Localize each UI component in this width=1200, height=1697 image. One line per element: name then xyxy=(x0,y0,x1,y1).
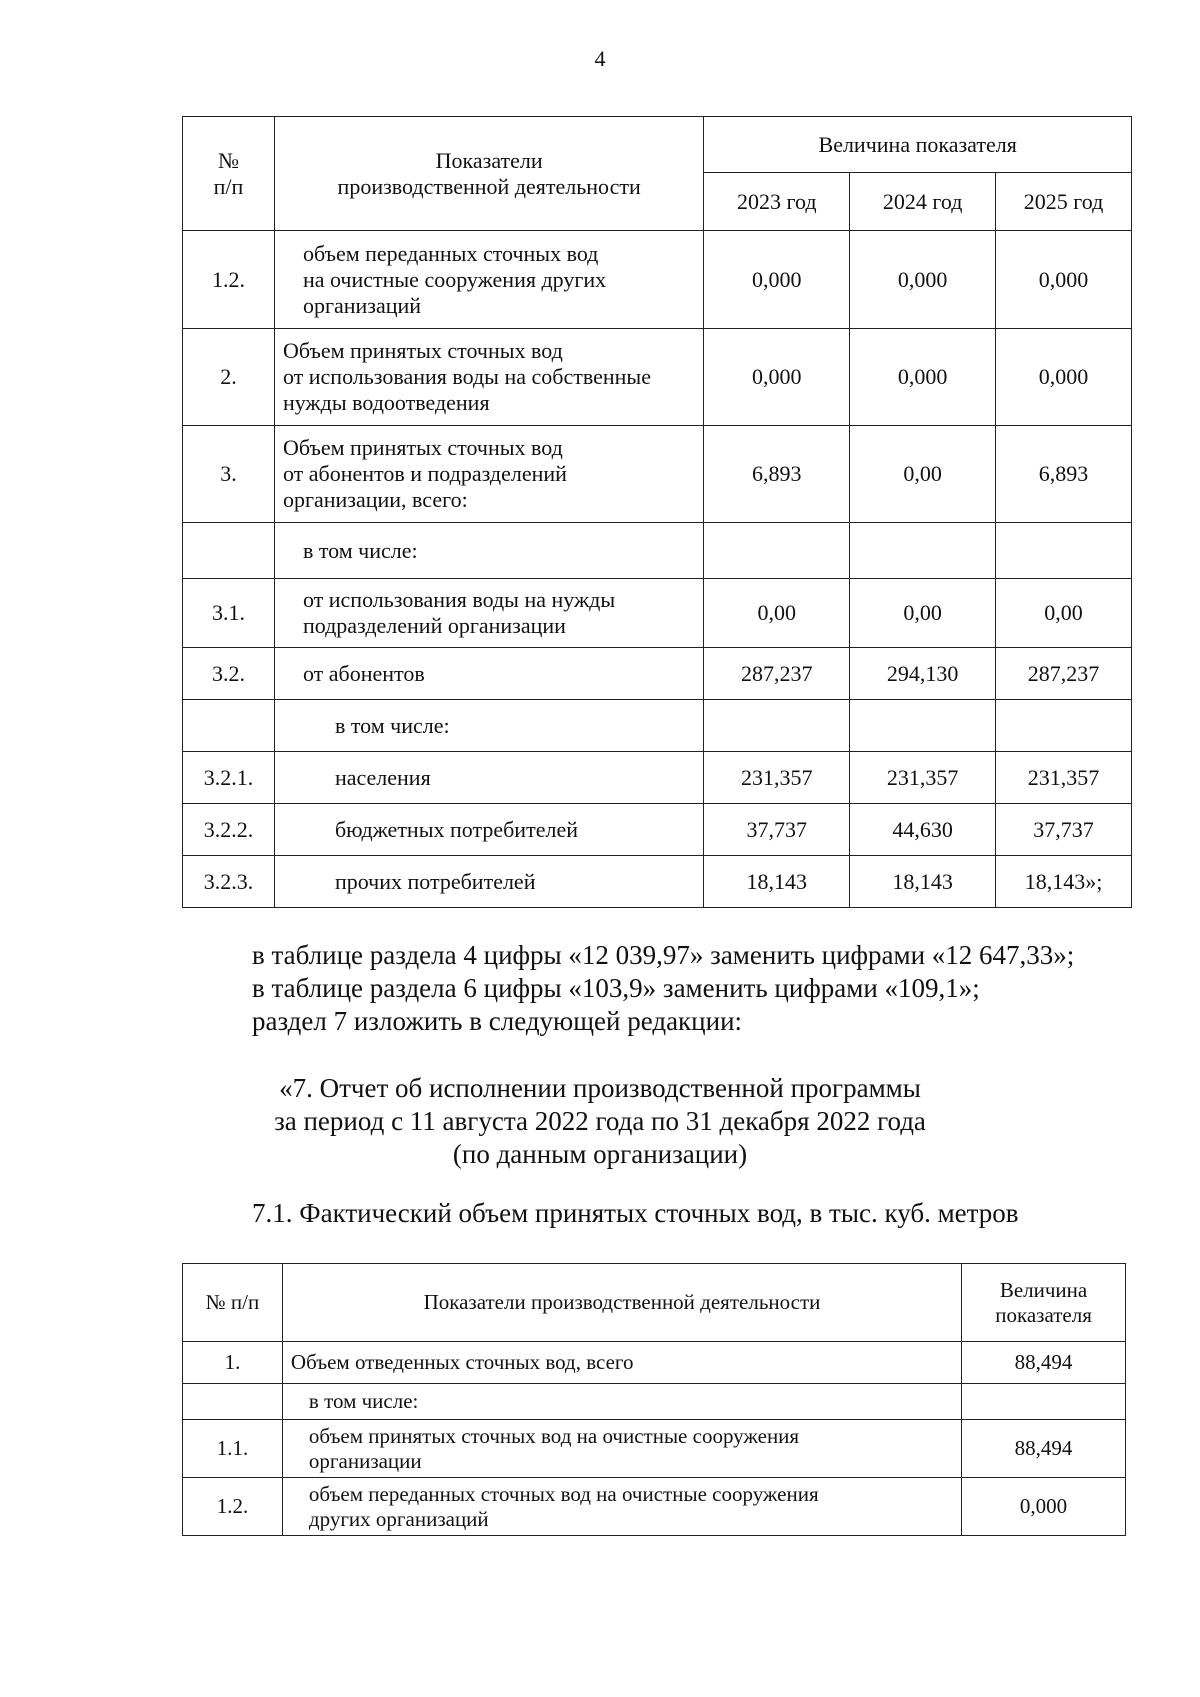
header-year-2023: 2023 год xyxy=(704,173,850,231)
row-value xyxy=(962,1384,1126,1420)
production-indicators-table xyxy=(182,116,1132,908)
row-num: 3.2.2. xyxy=(183,804,275,856)
table-row xyxy=(183,329,1132,426)
t2-header-value: Величина показателя xyxy=(962,1264,1126,1342)
row-value-2025: 37,737 xyxy=(996,804,1132,856)
row-num: 1.2. xyxy=(183,1478,283,1536)
row-label: в том числе: xyxy=(274,523,703,579)
paragraph-line-3: раздел 7 изложить в следующей редакции: xyxy=(252,1006,743,1036)
row-label: Объем отведенных сточных вод, всего xyxy=(282,1342,961,1384)
header-year-2024: 2024 год xyxy=(850,173,996,231)
row-num: 1.2. xyxy=(183,231,275,329)
row-value-2024: 44,630 xyxy=(850,804,996,856)
row-value-2025: 18,143»; xyxy=(996,856,1132,908)
row-value: 88,494 xyxy=(962,1342,1126,1384)
row-value-2025: 6,893 xyxy=(996,426,1132,523)
table-row xyxy=(183,700,1132,752)
row-value-2023 xyxy=(704,700,850,752)
row-value-2024: 18,143 xyxy=(850,856,996,908)
row-value-2024: 0,000 xyxy=(850,329,996,426)
row-value-2023: 0,00 xyxy=(704,579,850,648)
actual-volume-table xyxy=(182,1263,1126,1536)
row-value-2024: 0,000 xyxy=(850,231,996,329)
row-value-2023: 6,893 xyxy=(704,426,850,523)
row-value-2025: 0,000 xyxy=(996,231,1132,329)
table-row xyxy=(183,1384,1126,1420)
row-label: бюджетных потребителей xyxy=(274,804,703,856)
table-row xyxy=(183,1478,1126,1536)
table-row xyxy=(183,426,1132,523)
row-value-2024: 294,130 xyxy=(850,648,996,700)
row-label: Объем принятых сточных вод от абонентов и подразделений организации, всего: xyxy=(274,426,703,523)
t2-header-num: № п/п xyxy=(183,1264,283,1342)
row-value: 0,000 xyxy=(962,1478,1126,1536)
paragraph-line-1: в таблице раздела 4 цифры «12 039,97» заменить цифрами «12 647,33»; xyxy=(252,940,1075,970)
section7-title-3: (по данным организации) xyxy=(452,1139,748,1169)
header-indicators: Показатели производственной деятельности xyxy=(274,117,703,231)
header-value: Величина показателя xyxy=(704,117,1132,173)
row-value-2025 xyxy=(996,700,1132,752)
paragraph-line-2: в таблице раздела 6 цифры «103,9» заменить цифрами «109,1»; xyxy=(252,973,980,1003)
row-label: объем переданных сточных вод на очистные сооружения других организаций xyxy=(274,231,703,329)
row-num: 3.2. xyxy=(183,648,275,700)
row-num xyxy=(183,1384,283,1420)
row-label: в том числе: xyxy=(282,1384,961,1420)
row-value-2025: 0,000 xyxy=(996,329,1132,426)
row-label: в том числе: xyxy=(274,700,703,752)
header-num: № п/п xyxy=(183,117,275,231)
row-value-2025: 287,237 xyxy=(996,648,1132,700)
row-num: 1. xyxy=(183,1342,283,1384)
row-value-2024 xyxy=(850,700,996,752)
row-label: от абонентов xyxy=(274,648,703,700)
row-value-2023: 18,143 xyxy=(704,856,850,908)
row-value-2023: 0,000 xyxy=(704,329,850,426)
table-row xyxy=(183,648,1132,700)
table-row xyxy=(183,1342,1126,1384)
row-num: 2. xyxy=(183,329,275,426)
row-value-2023: 0,000 xyxy=(704,231,850,329)
row-value-2023: 287,237 xyxy=(704,648,850,700)
table-row xyxy=(183,752,1132,804)
section7-title-2: за период с 11 августа 2022 года по 31 декабря 2022 года xyxy=(274,1106,926,1136)
row-num: 3.1. xyxy=(183,579,275,648)
row-num: 3.2.3. xyxy=(183,856,275,908)
row-label: населения xyxy=(274,752,703,804)
row-label: объем переданных сточных вод на очистные сооружения других организаций xyxy=(282,1478,961,1536)
row-num: 3.2.1. xyxy=(183,752,275,804)
row-value-2025: 0,00 xyxy=(996,579,1132,648)
row-value-2024 xyxy=(850,523,996,579)
row-num xyxy=(183,523,275,579)
row-num: 1.1. xyxy=(183,1420,283,1478)
row-num xyxy=(183,700,275,752)
table-row xyxy=(183,579,1132,648)
section7-title-1: «7. Отчет об исполнении производственной программы xyxy=(279,1073,921,1103)
section7-subtitle: 7.1. Фактический объем принятых сточных вод, в тыс. куб. метров xyxy=(252,1198,1019,1228)
row-value-2024: 231,357 xyxy=(850,752,996,804)
row-label: Объем принятых сточных вод от использования воды на собственные нужды водоотведения xyxy=(274,329,703,426)
row-value-2023: 231,357 xyxy=(704,752,850,804)
row-label: от использования воды на нужды подразделений организации xyxy=(274,579,703,648)
row-label: прочих потребителей xyxy=(274,856,703,908)
row-value-2025 xyxy=(996,523,1132,579)
table-row xyxy=(183,856,1132,908)
row-value-2024: 0,00 xyxy=(850,579,996,648)
table-row xyxy=(183,523,1132,579)
row-value: 88,494 xyxy=(962,1420,1126,1478)
t2-header-indicators: Показатели производственной деятельности xyxy=(282,1264,961,1342)
row-value-2023: 37,737 xyxy=(704,804,850,856)
table-row xyxy=(183,804,1132,856)
header-year-2025: 2025 год xyxy=(996,173,1132,231)
row-value-2023 xyxy=(704,523,850,579)
row-value-2024: 0,00 xyxy=(850,426,996,523)
table-row xyxy=(183,231,1132,329)
table-row xyxy=(183,1420,1126,1478)
row-label: объем принятых сточных вод на очистные сооружения организации xyxy=(282,1420,961,1478)
row-value-2025: 231,357 xyxy=(996,752,1132,804)
row-num: 3. xyxy=(183,426,275,523)
page-number: 4 xyxy=(594,46,606,71)
